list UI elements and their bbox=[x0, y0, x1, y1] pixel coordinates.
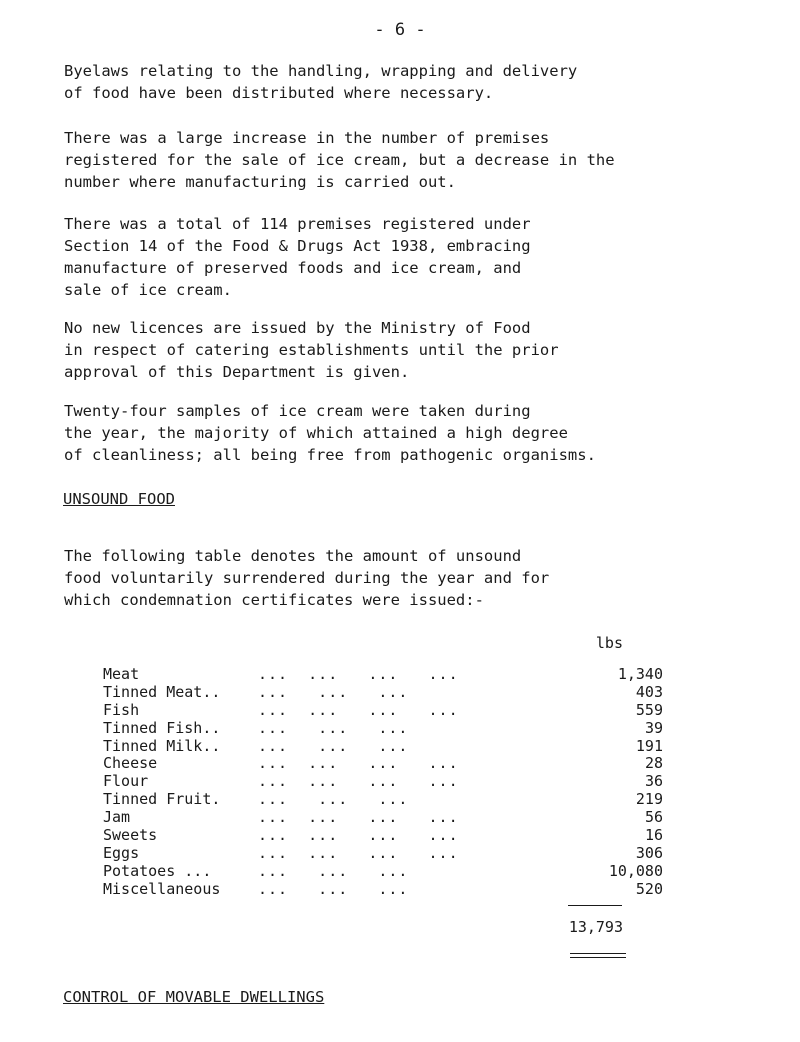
leader-dots: ... ... ... bbox=[258, 736, 409, 755]
leader-dots: ... ... ... ... bbox=[258, 843, 459, 862]
leader-dots: ... ... ... ... bbox=[258, 754, 459, 773]
table-row bbox=[103, 773, 663, 791]
food-item-weight: 191 bbox=[635, 736, 663, 755]
food-item-label: Cheese bbox=[103, 754, 158, 773]
subtotal-rule bbox=[568, 905, 622, 906]
food-item-weight: 1,340 bbox=[617, 665, 663, 683]
section-heading-unsound-food: UNSOUND FOOD bbox=[63, 490, 175, 508]
leader-dots: ... ... ... bbox=[258, 861, 409, 880]
food-item-label: Tinned Fish.. bbox=[103, 718, 221, 737]
paragraph-unsound-food-intro bbox=[64, 545, 784, 611]
table-row bbox=[103, 863, 663, 881]
food-item-weight: 219 bbox=[635, 790, 663, 809]
food-item-label: Jam bbox=[103, 808, 131, 827]
table-row bbox=[103, 809, 663, 827]
food-item-weight: 559 bbox=[635, 700, 663, 719]
food-item-weight: 403 bbox=[635, 682, 663, 701]
text-line: There was a large increase in the number of premises bbox=[64, 129, 550, 147]
text-line: Section 14 of the Food & Drugs Act 1938, embracing bbox=[64, 237, 531, 255]
table-unit-header: lbs bbox=[595, 634, 623, 652]
leader-dots: ... ... ... bbox=[258, 682, 409, 701]
paragraph-registered-premises bbox=[64, 213, 784, 301]
text-line: food voluntarily surrendered during the year and for bbox=[64, 569, 550, 587]
leader-dots: ... ... ... bbox=[258, 879, 409, 898]
text-line: registered for the sale of ice cream, but a decrease in the bbox=[64, 151, 615, 169]
food-item-label: Potatoes ... bbox=[103, 861, 212, 880]
table-row bbox=[103, 720, 663, 738]
text-line: the year, the majority of which attained a high degree bbox=[64, 424, 568, 442]
food-item-label: Meat bbox=[103, 665, 140, 683]
leader-dots: ... ... ... bbox=[258, 790, 409, 809]
food-item-label: Tinned Milk.. bbox=[103, 736, 221, 755]
text-line: approval of this Department is given. bbox=[64, 363, 410, 381]
table-row bbox=[103, 755, 663, 773]
text-line: manufacture of preserved foods and ice cream, and bbox=[64, 259, 522, 277]
text-line: The following table denotes the amount of unsound bbox=[64, 547, 522, 565]
food-item-label: Eggs bbox=[103, 843, 140, 862]
table-row bbox=[103, 845, 663, 863]
food-item-weight: 16 bbox=[644, 826, 663, 845]
food-item-label: Tinned Fruit. bbox=[103, 790, 221, 809]
leader-dots: ... ... ... ... bbox=[258, 808, 459, 827]
leader-dots: ... ... ... ... bbox=[258, 700, 459, 719]
food-item-label: Flour bbox=[103, 772, 149, 791]
text-line: in respect of catering establishments until the prior bbox=[64, 341, 559, 359]
table-row bbox=[103, 827, 663, 845]
leader-dots: ... ... ... ... bbox=[258, 826, 459, 845]
food-item-label: Tinned Meat.. bbox=[103, 682, 221, 701]
text-line: number where manufacturing is carried out. bbox=[64, 173, 456, 191]
text-line: of food have been distributed where necessary. bbox=[64, 84, 494, 102]
text-line: No new licences are issued by the Ministry of Food bbox=[64, 319, 531, 337]
food-item-weight: 36 bbox=[644, 772, 663, 791]
food-item-weight: 10,080 bbox=[608, 861, 663, 880]
text-line: Byelaws relating to the handling, wrapping and delivery bbox=[64, 62, 578, 80]
food-item-label: Miscellaneous bbox=[103, 879, 221, 898]
leader-dots: ... ... ... bbox=[258, 718, 409, 737]
food-item-label: Sweets bbox=[103, 826, 158, 845]
table-total: 13,793 bbox=[568, 918, 623, 936]
food-item-weight: 520 bbox=[635, 879, 663, 898]
page-number: - 6 - bbox=[374, 20, 426, 40]
text-line: which condemnation certificates were issued:- bbox=[64, 591, 484, 609]
paragraph-byelaws bbox=[64, 60, 784, 104]
text-line: of cleanliness; all being free from pathogenic organisms. bbox=[64, 446, 596, 464]
table-row bbox=[103, 738, 663, 756]
total-double-rule bbox=[570, 953, 626, 958]
food-item-label: Fish bbox=[103, 700, 140, 719]
paragraph-licences bbox=[64, 317, 784, 383]
food-item-weight: 39 bbox=[644, 718, 663, 737]
text-line: There was a total of 114 premises registered under bbox=[64, 215, 531, 233]
table-row bbox=[103, 684, 663, 702]
table-row bbox=[103, 791, 663, 809]
table-row bbox=[103, 881, 663, 899]
leader-dots: ... ... ... ... bbox=[258, 772, 459, 791]
paragraph-samples bbox=[64, 400, 784, 466]
food-item-weight: 306 bbox=[635, 843, 663, 862]
paragraph-ice-cream-premises bbox=[64, 127, 784, 193]
leader-dots: ... ... ... ... bbox=[258, 665, 459, 683]
food-item-weight: 28 bbox=[644, 754, 663, 773]
text-line: Twenty-four samples of ice cream were taken during bbox=[64, 402, 531, 420]
table-row bbox=[103, 666, 663, 684]
unsound-food-table bbox=[103, 666, 663, 899]
section-heading-movable-dwellings: CONTROL OF MOVABLE DWELLINGS bbox=[63, 988, 325, 1006]
food-item-weight: 56 bbox=[644, 808, 663, 827]
table-row bbox=[103, 702, 663, 720]
text-line: sale of ice cream. bbox=[64, 281, 232, 299]
